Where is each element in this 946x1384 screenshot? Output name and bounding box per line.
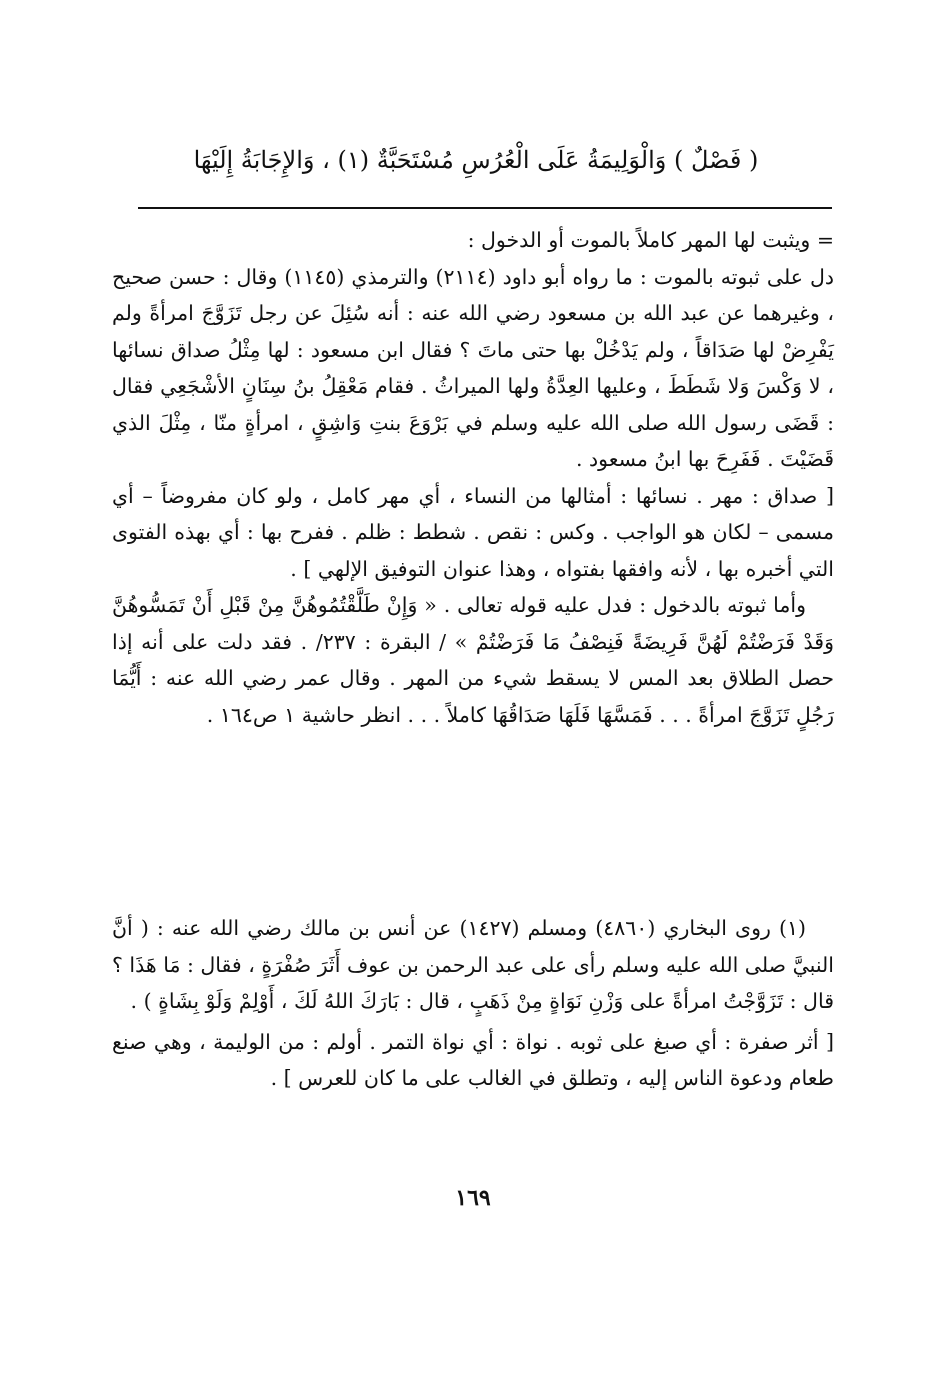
paragraph-intro: = ويثبت لها المهر كاملاً بالموت أو الدخول : xyxy=(467,228,834,252)
header-divider xyxy=(138,207,832,209)
paragraph-commentary: [ صداق : مهر . نسائها : أمثالها من النساء ، أي مهر كامل ، ولو كان مفروضاً – أي مسمى – لكان هو الواجب . وكس : نقص . شطط : ظلم . ففرح بها : أي بهذه الفتوى التي أخبره بها ، لأنه وافقها بفتواه ، وهذا عنوان التوفيق الإلهي ] . xyxy=(112,483,834,581)
main-text xyxy=(112,222,834,733)
section-heading: ( فَصْلٌ ) وَالْوَلِيمَةُ عَلَى الْعُرُسِ مُسْتَحَبَّةٌ (١) ، وَالإِجَابَةُ إِلَيْهَا xyxy=(193,146,759,174)
footnote-1-commentary: [ أثر صفرة : أي صبغ على ثوبه . نواة : أي نواة التمر . أولم : من الوليمة ، وهي صنع طعام ودعوة الناس إليه ، وتطلق في الغالب على ما كان للعرس ] . xyxy=(112,1029,834,1090)
paragraph-consummation-evidence: وأما ثبوته بالدخول : فدل عليه قوله تعالى . « وَإِنْ طَلَّقْتُمُوهُنَّ مِنْ قَبْلِ أَنْ تَمَسُّوهُنَّ وَقَدْ فَرَضْتُمْ لَهُنَّ فَرِيضَةً فَنِصْفُ مَا فَرَضْتُمْ » / البقرة : ٢٣٧/ . فقد دلت على أنه إذا حصل الطلاق بعد المس لا يسقط شيء من المهر . وقال عمر رضي الله عنه : أَيُّمَا رَجُلٍ تَزَوَّجَ امرأةً . . . فَمَسَّهَا فَلَهَا صَدَاقُهَا كاملاً . . . انظر حاشية ١ ص١٦٤ . xyxy=(112,593,834,727)
page-number: ١٦٩ xyxy=(455,1185,491,1211)
footnote-1: (١) روى البخاري (٤٨٦٠) ومسلم (١٤٢٧) عن أنس بن مالك رضي الله عنه : ( أنَّ النبيَّ صلى الله عليه وسلم رأى على عبد الرحمن بن عوف أَثَرَ صُفْرَةٍ ، فقال : مَا هَذَا ؟ قال : تَزَوَّجْتُ امرأةً على وَزْنِ نَوَاةٍ مِنْ ذَهَبٍ ، قال : بَارَكَ اللهُ لَكَ ، أَوْلِمْ وَلَوْ بِشَاةٍ ) . xyxy=(112,916,834,1013)
paragraph-death-evidence: دل على ثبوته بالموت : ما رواه أبو داود (٢١١٤) والترمذي (١١٤٥) وقال : حسن صحيح ، وغيرهما عن عبد الله بن مسعود رضي الله عنه : أنه سُئِلَ عن رجل تَزَوَّجَ امرأةً ولم يَفْرِضْ لها صَدَاقاً ، ولم يَدْخُلْ بها حتى ماتَ ؟ فقال ابن مسعود : لها مِثْلُ صداق نسائها ، لا وَكْسَ وَلا شَطَطَ ، وعليها العِدَّةُ ولها الميراثُ . فقام مَعْقِلُ بنُ سِنَانٍ الأشْجَعِي فقال : قَضَى رسول الله صلى الله عليه وسلم في بَرْوَعَ بنتِ وَاشِقٍ ، امرأةٍ منّا ، مِثْلَ الذي قَضَيْتَ . فَفَرِحَ بها ابنُ مسعود . xyxy=(112,264,835,471)
footnotes xyxy=(112,910,834,1097)
